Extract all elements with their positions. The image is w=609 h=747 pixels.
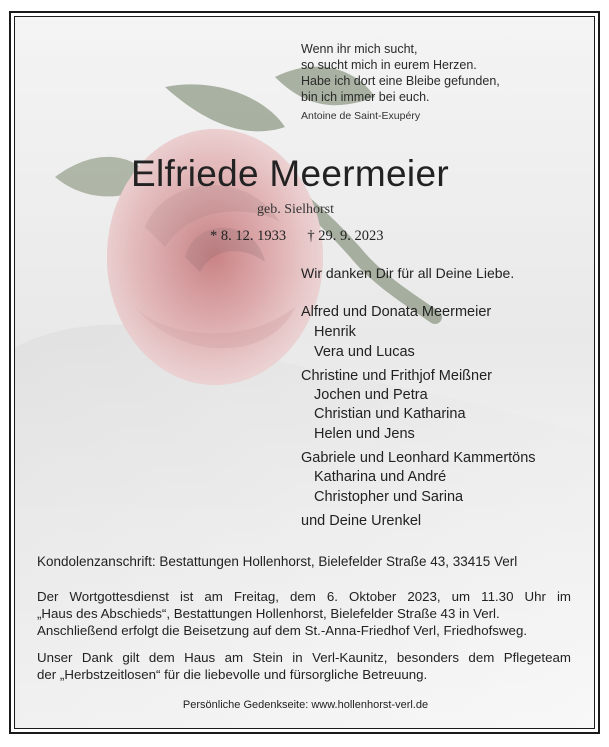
birth-date: * 8. 12. 1933: [210, 228, 287, 244]
gratitude-line: Unser Dank gilt dem Haus am Stein in Verl-Kaunitz, besonders dem Pflegeteam: [37, 650, 571, 665]
service-line: Der Wortgottesdienst ist am Freitag, dem 6. Oktober 2023, um 11.30 Uhr im: [37, 589, 571, 604]
poem: [301, 41, 500, 105]
service-info: [37, 588, 571, 639]
family-parents: Alfred und Donata Meermeier: [301, 304, 492, 320]
poem-line: Wenn ihr mich sucht,: [301, 42, 418, 56]
poem-author: Antoine de Saint-Exupéry: [301, 110, 421, 122]
memorial-page-link[interactable]: Persönliche Gedenkseite: www.hollenhorst-verl.de: [182, 699, 429, 711]
service-line: „Haus des Abschieds“, Bestattungen Hollenhorst, Bielefelder Straße 43 in Verl.: [37, 606, 500, 621]
poem-line: so sucht mich in eurem Herzen.: [301, 58, 477, 72]
life-dates: [210, 228, 384, 245]
family-child: Katharina und André: [314, 469, 447, 485]
great-grandchildren: und Deine Urenkel: [301, 513, 422, 529]
family-child: Christian und Katharina: [314, 406, 466, 422]
family-child: Helen und Jens: [314, 426, 415, 442]
poem-line: bin ich immer bei euch.: [301, 90, 430, 104]
family-parents: Gabriele und Leonhard Kammertöns: [301, 450, 536, 466]
obituary-content: [15, 17, 595, 729]
condolence-address: Kondolenzanschrift: Bestattungen Hollenhorst, Bielefelder Straße 43, 33415 Verl: [37, 554, 518, 569]
maiden-name: geb. Sielhorst: [257, 202, 334, 217]
gratitude-line: der „Herbstzeitlosen“ für die liebevolle und fürsorgliche Betreuung.: [37, 667, 428, 682]
family-child: Henrik: [314, 324, 356, 340]
family-child: Jochen und Petra: [314, 387, 428, 403]
family-child: Vera und Lucas: [314, 344, 415, 360]
family-parents: Christine und Frithjof Meißner: [301, 368, 492, 384]
thanks-line: Wir danken Dir für all Deine Liebe.: [301, 265, 515, 281]
death-date: † 29. 9. 2023: [307, 228, 384, 244]
service-line: Anschließend erfolgt die Beisetzung auf dem St.-Anna-Friedhof Verl, Friedhofsweg.: [37, 623, 528, 638]
poem-line: Habe ich dort eine Bleibe gefunden,: [301, 74, 500, 88]
gratitude-info: [37, 649, 571, 683]
obituary-card: [14, 16, 595, 729]
deceased-name: Elfriede Meermeier: [131, 153, 449, 194]
family-child: Christopher und Sarina: [314, 489, 464, 505]
